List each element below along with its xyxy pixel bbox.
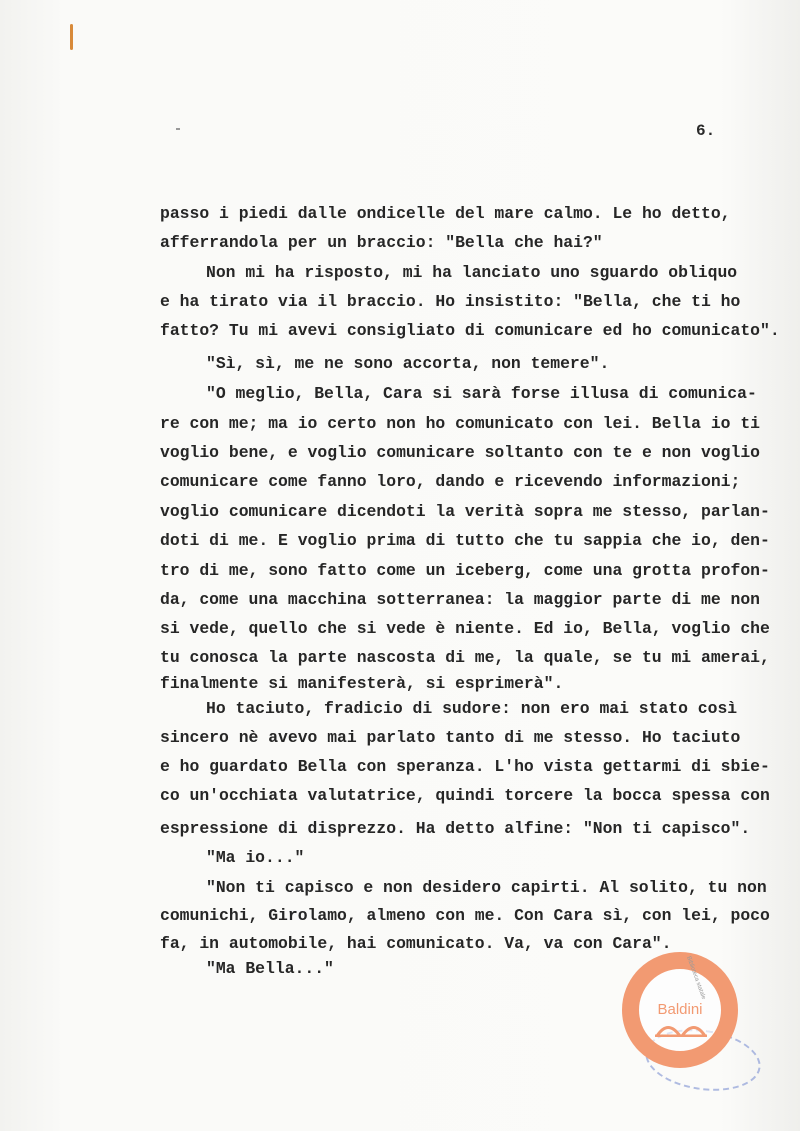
text-line: tu conosca la parte nascosta di me, la quale, se tu mi amerai, (160, 648, 770, 667)
text-line: passo i piedi dalle ondicelle del mare calmo. Le ho detto, (160, 204, 731, 223)
logo-name: Baldini (657, 1001, 703, 1018)
text-line: afferrandola per un braccio: "Bella che hai?" (160, 233, 603, 252)
logo-arches-icon (655, 1021, 707, 1037)
logo-small-text: Biblioteca statale (685, 955, 707, 1001)
text-line: e ha tirato via il braccio. Ho insistito: "Bella, che ti ho (160, 292, 741, 311)
text-line: Non mi ha risposto, mi ha lanciato uno sguardo obliquo (206, 263, 738, 282)
baldini-library-logo (622, 952, 738, 1068)
text-line: tro di me, sono fatto come un iceberg, come una grotta profon- (160, 561, 770, 580)
text-line: re con me; ma io certo non ho comunicato con lei. Bella io ti (160, 414, 760, 433)
text-line: fa, in automobile, hai comunicato. Va, va con Cara". (160, 934, 672, 953)
text-line: comunichi, Girolamo, almeno con me. Con Cara sì, con lei, poco (160, 906, 770, 925)
text-line: comunicare come fanno loro, dando e ricevendo informazioni; (160, 472, 741, 491)
text-line: Ho taciuto, fradicio di sudore: non ero mai stato così (206, 699, 738, 718)
text-line: co un'occhiata valutatrice, quindi torcere la bocca spessa con (160, 786, 770, 805)
text-line: "Sì, sì, me ne sono accorta, non temere". (206, 354, 610, 373)
text-line: voglio bene, e voglio comunicare soltanto con te e non voglio (160, 443, 760, 462)
text-line: doti di me. E voglio prima di tutto che tu sappia che io, den- (160, 531, 770, 550)
text-line: "Ma Bella..." (206, 959, 334, 978)
text-line: e ho guardato Bella con speranza. L'ho vista gettarmi di sbie- (160, 757, 770, 776)
paper-speck (176, 128, 180, 130)
text-line: fatto? Tu mi avevi consigliato di comunicare ed ho comunicato". (160, 321, 780, 340)
text-line: espressione di disprezzo. Ha detto alfine: "Non ti capisco". (160, 819, 751, 838)
text-line: da, come una macchina sotterranea: la maggior parte di me non (160, 590, 760, 609)
text-line: "Ma io..." (206, 848, 305, 867)
text-line: "Non ti capisco e non desidero capirti. Al solito, tu non (206, 878, 767, 897)
text-line: "O meglio, Bella, Cara si sarà forse illusa di comunica- (206, 384, 757, 403)
text-line: si vede, quello che si vede è niente. Ed io, Bella, voglio che (160, 619, 770, 638)
text-line: sincero nè avevo mai parlato tanto di me stesso. Ho taciuto (160, 728, 741, 747)
page-number: 6. (696, 122, 716, 140)
paper-mark (70, 24, 73, 50)
text-line: voglio comunicare dicendoti la verità sopra me stesso, parlan- (160, 502, 770, 521)
text-line: finalmente si manifesterà, si esprimerà". (160, 674, 564, 693)
